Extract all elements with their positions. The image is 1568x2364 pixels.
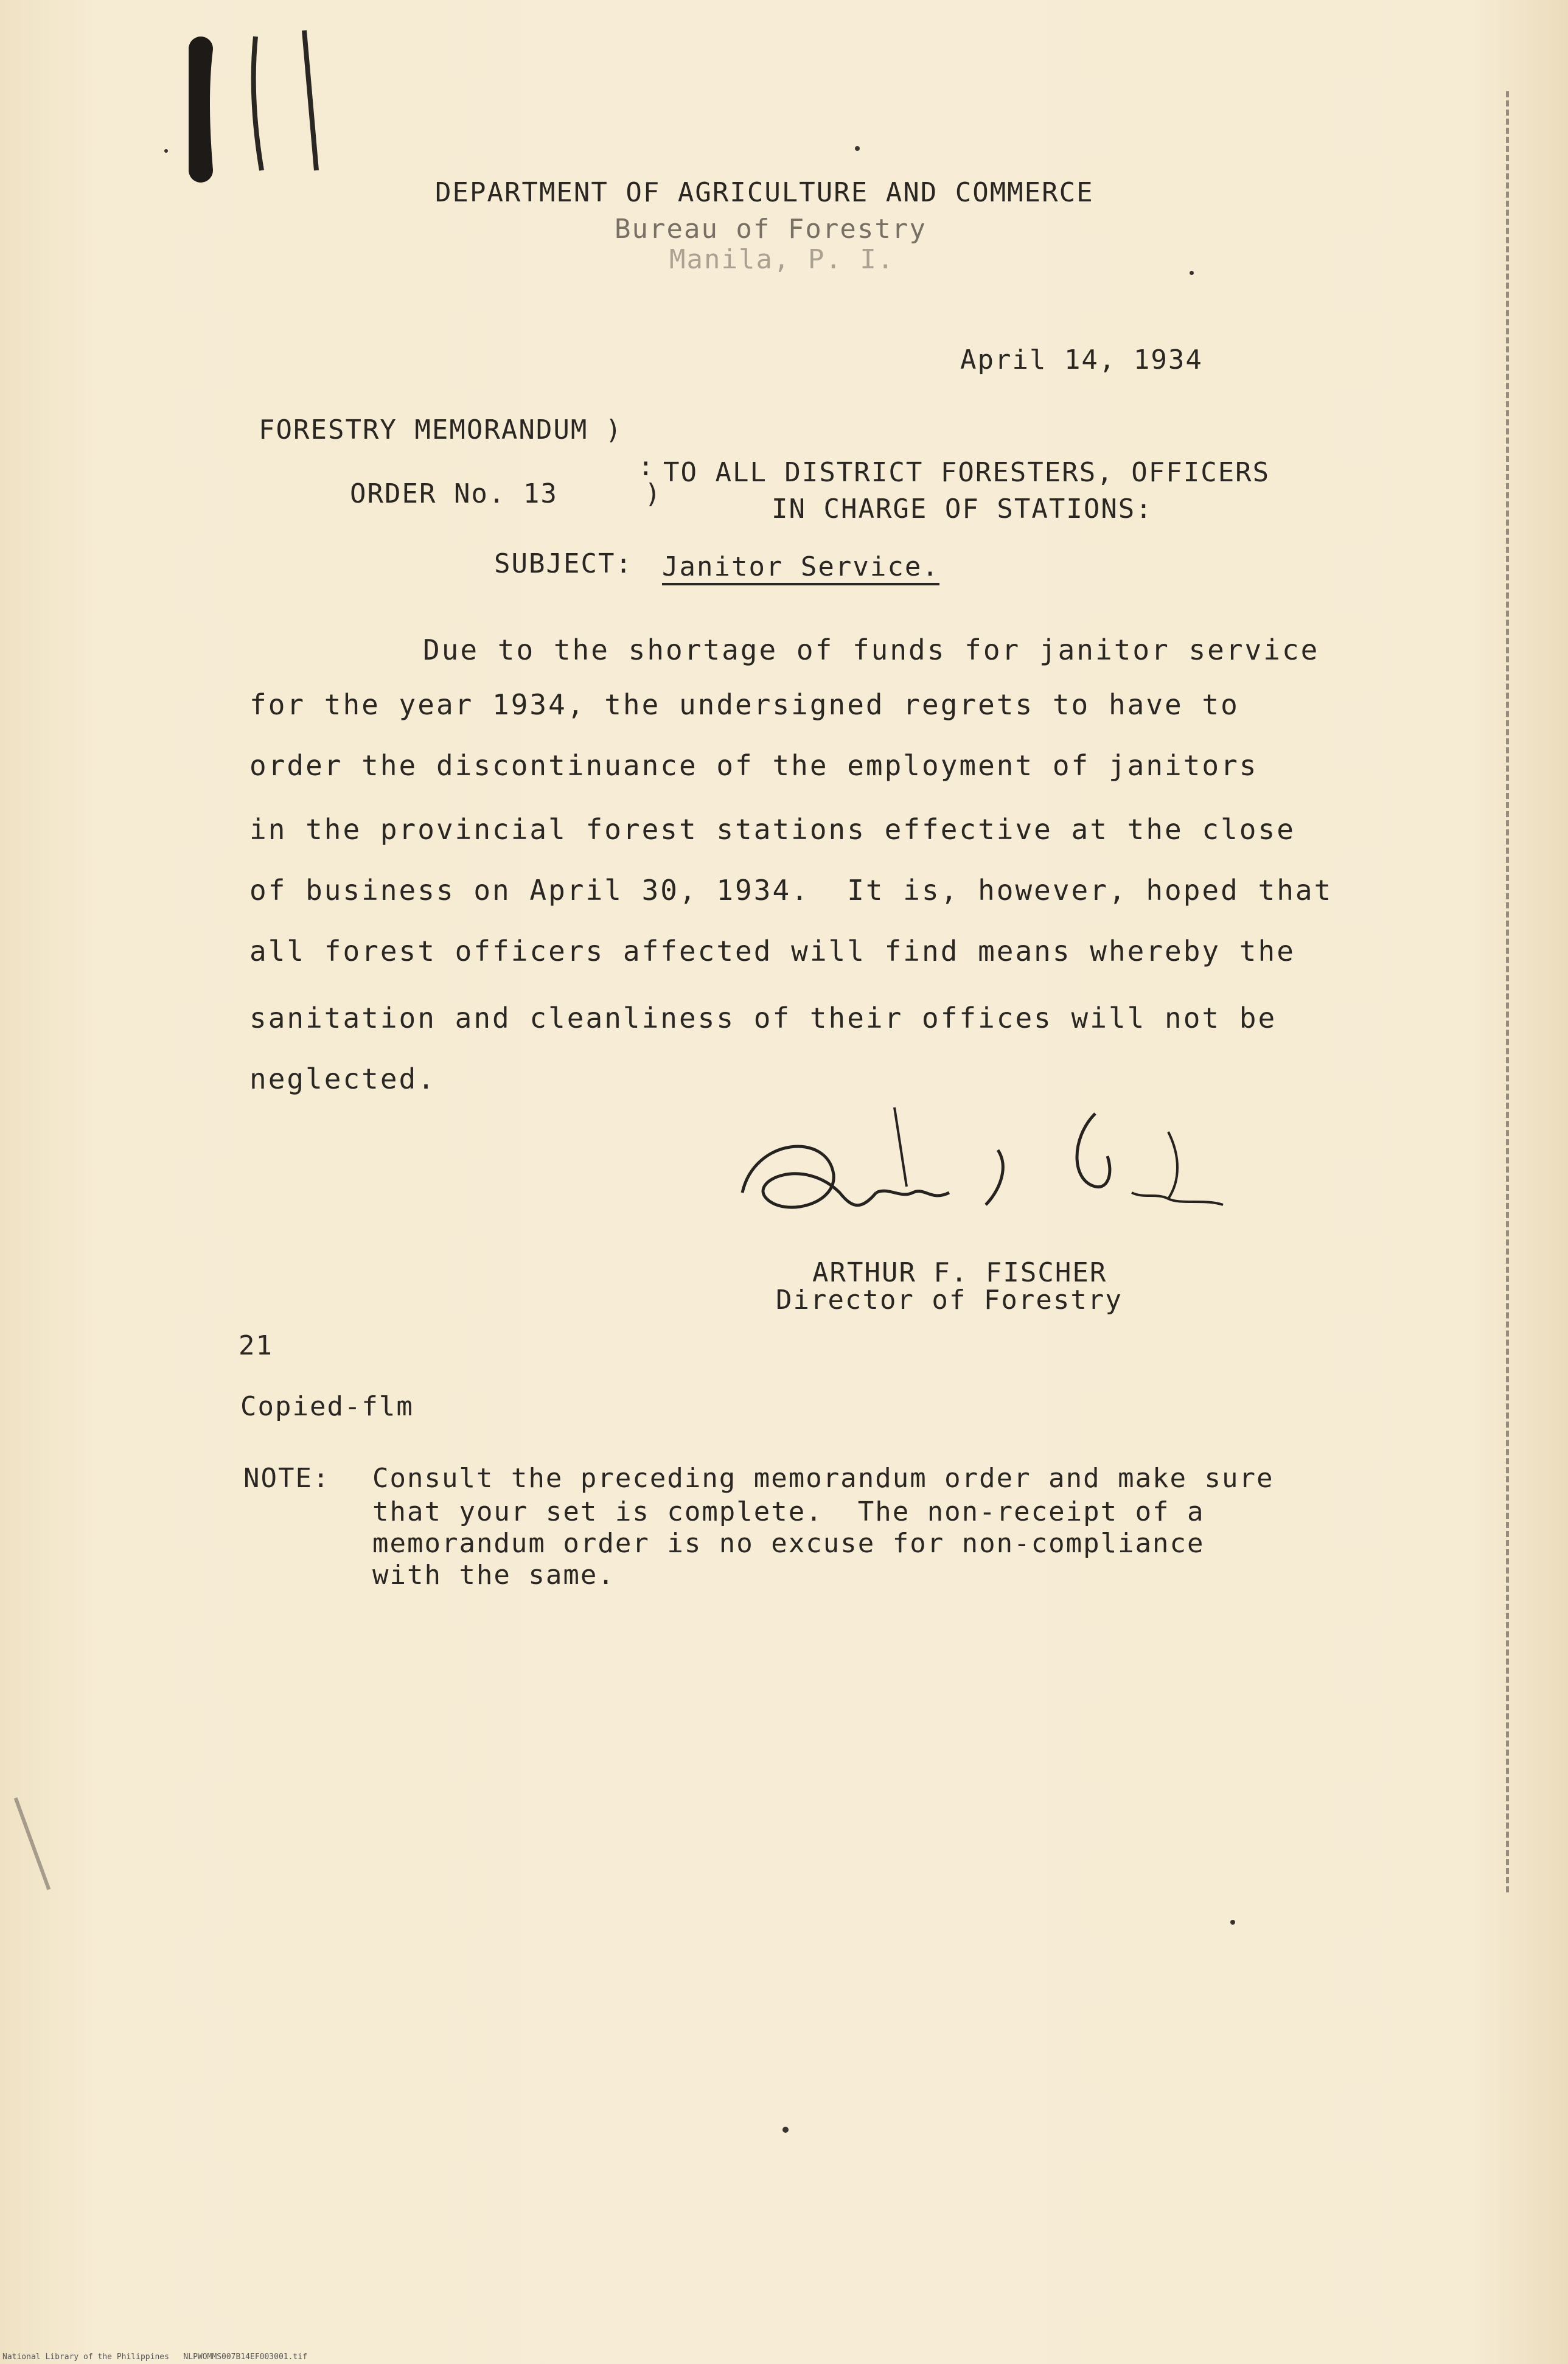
body-line-6: all forest officers affected will find means whereby the (249, 935, 1295, 968)
body-line-3: order the discontinuance of the employment of janitors (249, 749, 1258, 782)
body-line-8: neglected. (249, 1062, 436, 1095)
paper-speck (1190, 271, 1194, 275)
signatory-title: Director of Forestry (776, 1285, 1123, 1316)
department-heading: DEPARTMENT OF AGRICULTURE AND COMMERCE (435, 177, 1094, 208)
subject-value: Janitor Service. (662, 554, 939, 585)
page-edge-mark (14, 1797, 51, 1890)
note-line-2: that your set is complete. The non-receipt of a (372, 1496, 1205, 1527)
paper-speck (782, 2127, 789, 2133)
body-line-5: of business on April 30, 1934. It is, however, hoped that (249, 874, 1333, 907)
note-line-1: Consult the preceding memorandum order and make sure (372, 1463, 1274, 1494)
memo-title-line1: FORESTRY MEMORANDUM ) (259, 414, 623, 445)
body-line-4: in the provincial forest stations effective at the close (249, 813, 1295, 846)
memo-title-line2: ORDER No. 13 ) (350, 478, 662, 509)
addressee-line1: TO ALL DISTRICT FORESTERS, OFFICERS (663, 457, 1270, 488)
scan-footer-label: National Library of the Philippines NLPWOMMS007B14EF003001.tif (2, 2352, 307, 2362)
body-line-1: Due to the shortage of funds for janitor service (423, 633, 1320, 666)
body-line-7: sanitation and cleanliness of their offices will not be (249, 1002, 1277, 1034)
note-line-3: memorandum order is no excuse for non-compliance (372, 1528, 1205, 1559)
location-heading: Manila, P. I. (669, 244, 895, 275)
note-line-4: with the same. (372, 1560, 615, 1591)
memo-divider-mark: : (638, 451, 655, 482)
paper-speck (855, 146, 860, 151)
memo-date: April 14, 1934 (960, 344, 1203, 375)
paper-speck (164, 149, 168, 153)
binding-mark-icon (189, 24, 335, 183)
addressee-line2: IN CHARGE OF STATIONS: (772, 493, 1153, 525)
subject-label: SUBJECT: (494, 548, 633, 579)
signatory-name: ARTHUR F. FISCHER (812, 1257, 1107, 1288)
body-line-2: for the year 1934, the undersigned regrets to have to (249, 688, 1239, 721)
page-edge-shadow (1488, 91, 1509, 1892)
reference-number: 21 (239, 1330, 273, 1361)
paper-speck (1230, 1920, 1235, 1925)
note-label: NOTE: (243, 1463, 330, 1494)
bureau-heading: Bureau of Forestry (615, 214, 927, 245)
copied-notation: Copied-flm (240, 1391, 414, 1422)
